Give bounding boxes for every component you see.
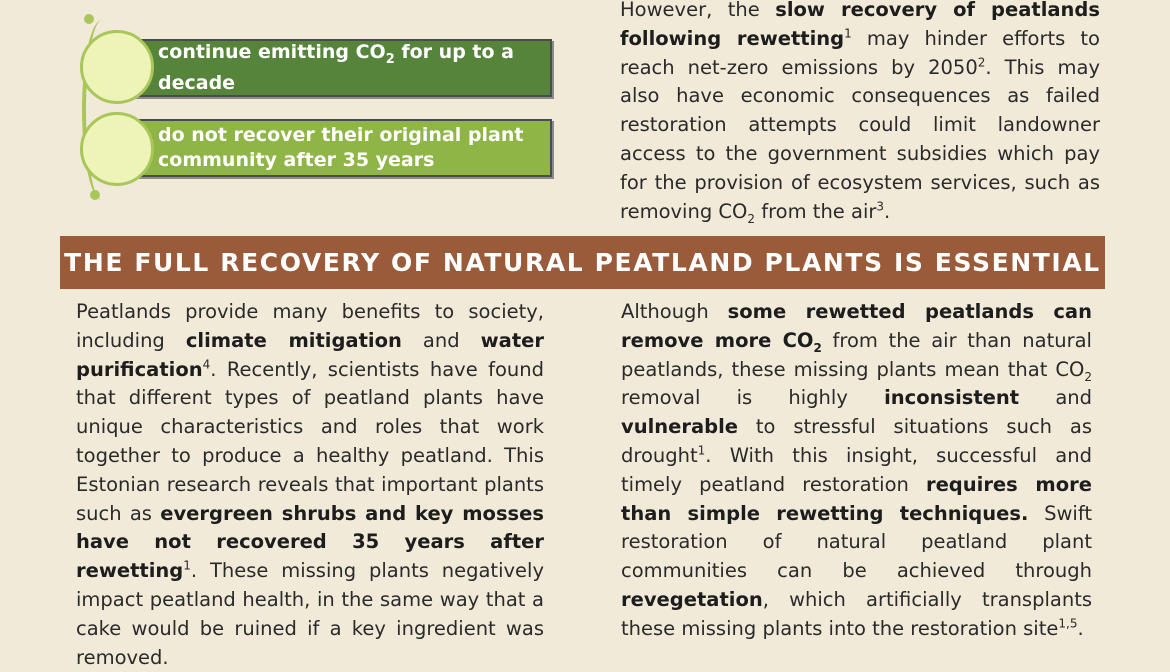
section-heading-banner <box>60 236 1105 289</box>
section-heading-text: THE FULL RECOVERY OF NATURAL PEATLAND PLANTS IS ESSENTIAL <box>64 248 1101 277</box>
finding-plants-text: do not recover their original plant community after 35 years <box>158 124 524 171</box>
vine-bud-top <box>84 14 94 24</box>
bullet-circle-1 <box>80 30 154 104</box>
finding-bar-co2 <box>128 39 552 97</box>
bullet-circle-2 <box>80 112 154 186</box>
findings-infographic <box>0 0 600 230</box>
finding-co2-text: continue emitting $CO_2$ for up to a decade <box>158 40 514 95</box>
slow-recovery-paragraph: However, the slow recovery of peatlands following rewetting$^1$ may hinder efforts to reach net-zero emissions by 2050$^2$. This may also have economic consequences as failed restoration attempts could limit landowner access to the government subsidies which pay for the provision of ecosystem services, such as removing $CO_2$ from the air$^3$. <box>620 0 1100 226</box>
finding-bar-plants <box>128 119 552 177</box>
revegetation-paragraph: Although some rewetted peatlands can remove more $CO_2$ from the air than natural peatlands, these missing plants mean that $CO_2$ removal is highly inconsistent and vulnerable to stressful situations such as drought$^1$. With this insight, successful and timely peatland restoration requires more than simple rewetting techniques. Swift restoration of natural peatland plant communities can be achieved through revegetation, which artificially transplants these missing plants into the restoration site$^{1,5}$. <box>621 300 1093 640</box>
vine-bud-bottom <box>90 190 100 200</box>
peatland-benefits-paragraph: Peatlands provide many benefits to society, including climate mitigation and water purification$^4$. Recently, scientists have found that different types of peatland plants have unique characteristics and roles that work together to produce a healthy peatland. This Estonian research reveals that important plants such as evergreen shrubs and key mosses have not recovered 35 years after rewetting$^1$. These missing plants negatively impact peatland health, in the same way that a cake would be ruined if a key ingredient was removed. <box>76 300 545 669</box>
